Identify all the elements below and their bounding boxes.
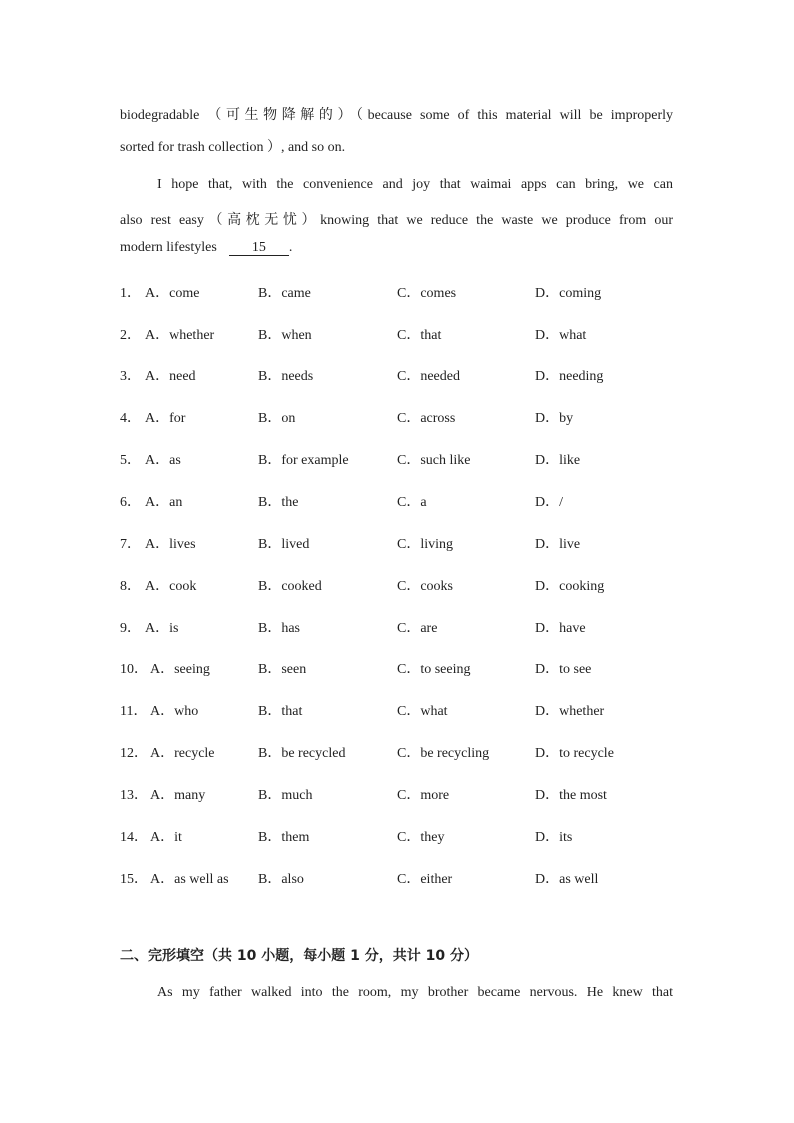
question-number: 1． xyxy=(120,286,141,301)
option-c: C．more xyxy=(397,788,450,803)
answer-blank-15: 15 xyxy=(229,241,289,256)
option-a: A．is xyxy=(145,621,179,636)
option-d: D．have xyxy=(535,621,586,636)
option-c: C．needed xyxy=(397,369,460,384)
option-a: A．whether xyxy=(145,328,215,343)
option-b: B．needs xyxy=(258,369,314,384)
question-row xyxy=(0,575,794,595)
option-a: A．as well as xyxy=(150,872,229,887)
option-b: B．much xyxy=(258,788,313,803)
option-d: D．its xyxy=(535,830,573,845)
option-a: A．lives xyxy=(145,537,196,552)
option-d: D．cooking xyxy=(535,579,605,594)
option-c: C．such like xyxy=(397,453,471,468)
passage-line-5-text: modern lifestyles xyxy=(120,240,217,255)
option-b: B．them xyxy=(258,830,310,845)
question-number: 13． xyxy=(120,788,148,803)
option-d: D．/ xyxy=(535,495,563,510)
passage-line-5-end: . xyxy=(288,240,293,255)
option-c: C．cooks xyxy=(397,579,453,594)
question-number: 7． xyxy=(120,537,141,552)
section-heading: 二、完形填空（共 10 小题，每小题 1 分，共计 10 分） xyxy=(120,948,478,964)
option-d: D．to see xyxy=(535,662,592,677)
option-d: D．as well xyxy=(535,872,599,887)
option-d: D．by xyxy=(535,411,574,426)
option-c: C．either xyxy=(397,872,453,887)
option-c: C．living xyxy=(397,537,454,552)
question-row xyxy=(0,533,794,553)
question-number: 14． xyxy=(120,830,148,845)
option-d: D．coming xyxy=(535,286,602,301)
passage-line-3: I hope that, with the convenience and joy that waimai apps can bring, we can xyxy=(157,177,673,192)
passage-line-5 xyxy=(120,240,292,256)
option-c: C．to seeing xyxy=(397,662,471,677)
question-row xyxy=(0,491,794,511)
option-c: C．comes xyxy=(397,286,457,301)
question-row xyxy=(0,826,794,846)
option-a: A．for xyxy=(145,411,186,426)
option-c: C．across xyxy=(397,411,456,426)
option-b: B．seen xyxy=(258,662,307,677)
option-b: B．lived xyxy=(258,537,310,552)
option-b: B．on xyxy=(258,411,296,426)
option-b: B．the xyxy=(258,495,299,510)
option-d: D．the most xyxy=(535,788,607,803)
option-b: B．for example xyxy=(258,453,349,468)
option-a: A．recycle xyxy=(150,746,215,761)
question-number: 4． xyxy=(120,411,141,426)
question-number: 9． xyxy=(120,621,141,636)
question-row xyxy=(0,407,794,427)
option-d: D．live xyxy=(535,537,581,552)
section-2-first-line: As my father walked into the room, my brother became nervous. He knew that xyxy=(157,985,673,1000)
option-b: B．has xyxy=(258,621,300,636)
option-a: A．who xyxy=(150,704,199,719)
option-d: D．needing xyxy=(535,369,604,384)
option-d: D．to recycle xyxy=(535,746,614,761)
question-row xyxy=(0,324,794,344)
option-c: C．that xyxy=(397,328,442,343)
question-number: 10． xyxy=(120,662,148,677)
question-row xyxy=(0,617,794,637)
question-row xyxy=(0,784,794,804)
question-row xyxy=(0,742,794,762)
option-a: A．need xyxy=(145,369,196,384)
question-number: 12． xyxy=(120,746,148,761)
question-number: 6． xyxy=(120,495,141,510)
option-b: B．also xyxy=(258,872,304,887)
question-row xyxy=(0,658,794,678)
question-row xyxy=(0,282,794,302)
passage-line-4: also rest easy（高枕无忧）knowing that we reduce the waste we produce from our xyxy=(120,213,673,228)
option-b: B．cooked xyxy=(258,579,322,594)
option-c: C．are xyxy=(397,621,438,636)
option-c: C．a xyxy=(397,495,427,510)
option-b: B．be recycled xyxy=(258,746,346,761)
passage-line-1: biodegradable （可生物降解的）（because some of this material will be improperly xyxy=(120,108,673,123)
question-number: 5． xyxy=(120,453,141,468)
question-number: 8． xyxy=(120,579,141,594)
option-b: B．that xyxy=(258,704,303,719)
question-number: 11． xyxy=(120,704,148,719)
question-number: 15． xyxy=(120,872,148,887)
option-a: A．an xyxy=(145,495,183,510)
option-d: D．like xyxy=(535,453,581,468)
option-a: A．as xyxy=(145,453,181,468)
question-number: 3． xyxy=(120,369,141,384)
option-d: D．whether xyxy=(535,704,605,719)
option-a: A．seeing xyxy=(150,662,210,677)
question-row xyxy=(0,449,794,469)
option-b: B．when xyxy=(258,328,312,343)
option-a: A．many xyxy=(150,788,206,803)
passage-line-2: sorted for trash collection ）, and so on. xyxy=(120,140,346,155)
option-b: B．came xyxy=(258,286,311,301)
option-a: A．cook xyxy=(145,579,197,594)
option-c: C．what xyxy=(397,704,448,719)
question-row xyxy=(0,365,794,385)
question-row xyxy=(0,700,794,720)
option-c: C．they xyxy=(397,830,445,845)
option-a: A．come xyxy=(145,286,200,301)
option-a: A．it xyxy=(150,830,182,845)
question-row xyxy=(0,868,794,888)
option-d: D．what xyxy=(535,328,587,343)
option-c: C．be recycling xyxy=(397,746,490,761)
question-number: 2． xyxy=(120,328,141,343)
